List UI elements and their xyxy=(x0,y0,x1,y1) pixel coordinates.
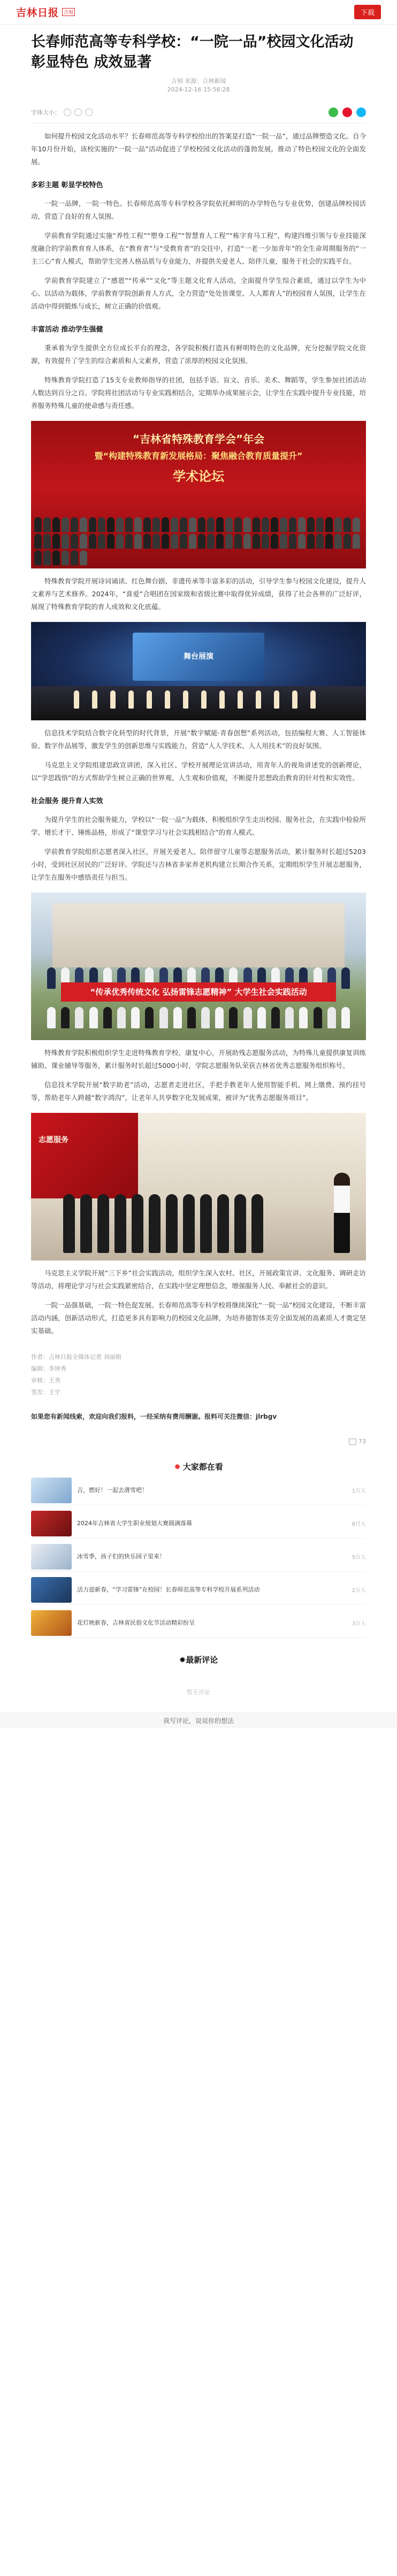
person-figure xyxy=(243,534,251,549)
dancer-figure xyxy=(147,690,152,709)
editor-info xyxy=(31,1351,366,1398)
person-figure xyxy=(149,1194,161,1253)
person-figure xyxy=(316,534,324,549)
person-figure xyxy=(162,534,169,549)
dancer-figure xyxy=(183,690,188,709)
person-figure xyxy=(341,967,350,989)
paragraph: 如何提升校园文化活动水平？长春师范高等专科学校给出的答案是打造“一院一品”，通过品牌塑造文化。自今年10月份开始，该校实施的“一院一品”活动促进了学校校园文化活动的蓬勃发展，推动了特色校园文化的全面发展。 xyxy=(31,132,366,166)
person-figure xyxy=(52,534,60,549)
volunteers xyxy=(63,1194,355,1253)
download-button[interactable]: 下载 xyxy=(354,5,381,19)
person-figure xyxy=(299,1007,308,1028)
person-figure xyxy=(343,517,351,532)
paragraph: 学前教育学院通过实施“养性工程”“塑身工程”“智慧育人工程”“栋字育马工程”，构建四维引领与专业技能深度融合的学前教育育人体系，在“教育者”与“受教育者”的交往中，打造“一老一少加青年”的全生命周期服务的“一主三心”育人模式，帮助学生完善人格品质与专业能力，并提供关爱老人、陪伴儿童，服务于社会的实践平台。 xyxy=(31,232,366,265)
person-figure xyxy=(75,1007,83,1028)
news-views: 8月人 xyxy=(352,1521,366,1527)
forum-banner-line2: 暨“构建特殊教育新发展格局：聚焦融合教育质量提升” xyxy=(94,451,303,461)
news-thumbnail xyxy=(31,1544,72,1570)
dancer-figure xyxy=(292,690,297,709)
person-figure xyxy=(334,534,342,549)
person-figure xyxy=(171,517,178,532)
article-meta xyxy=(31,77,366,94)
article-date: 2024-12-16 15:56:28 xyxy=(167,86,230,93)
person-figure xyxy=(166,1194,178,1253)
news-views: 1万人 xyxy=(352,1488,366,1494)
person-figure xyxy=(262,534,269,549)
comments-title: 最新评论 xyxy=(186,1655,218,1665)
paragraph: 信息技术学院开展“数字助老”活动，志愿者走进社区，手把手教老年人使用智能手机、网上缴费、预约挂号等，帮助老年人跨越“数字鸿沟”，让老年人共享数字化发展成果，被评为“优秀志愿服务项目”。 xyxy=(31,1081,366,1102)
person-figure xyxy=(187,1007,196,1028)
news-thumbnail xyxy=(31,1577,72,1603)
person-figure xyxy=(207,534,215,549)
person-figure xyxy=(289,517,296,532)
forum-photo xyxy=(31,421,366,568)
person-figure xyxy=(107,517,114,532)
stage-photo xyxy=(31,622,366,720)
paragraph: 马克思主义学院组建思政宣讲团，深入社区、学校开展理论宣讲活动，用青年人的视角讲述党的创新理论，以“学思践悟”的方式帮助学生树立正确的世界观、人生观和价值观，不断提升思想政治教育的针对性和实效性。 xyxy=(31,761,366,782)
person-figure xyxy=(341,1007,350,1028)
hot-news-list xyxy=(31,1475,366,1638)
person-figure xyxy=(145,1007,154,1028)
person-figure xyxy=(271,517,278,532)
font-large-icon[interactable] xyxy=(85,109,93,116)
person-figure xyxy=(61,1007,70,1028)
person-figure xyxy=(201,1007,210,1028)
person-figure xyxy=(80,534,87,549)
person-figure xyxy=(225,534,233,549)
news-title: 冰雪季，孩子们的快乐园子里来！ xyxy=(77,1552,165,1560)
paragraph: 特殊教育学院打造了15支专业教师指导的社团，包括手语、盲文、音乐、美术、舞蹈等，学生参加社团活动人数达到百分之百。学院将社团活动与专业实践相结合，定期举办成果展示会，让学生在实践中提升专业技能，培养服务特殊儿童的使命感与责任感。 xyxy=(31,376,366,410)
font-size-control[interactable] xyxy=(31,108,93,117)
paragraph: 特殊教育学院积极组织学生走进特殊教育学校、康复中心，开展助残志愿服务活动，为特殊儿童提供康复训练辅助、课业辅导等服务，累计服务时长超过5000小时，学院志愿服务队荣获吉林省优秀志愿服务组织称号。 xyxy=(31,1049,366,1070)
comment-icon: ✹ xyxy=(179,1655,186,1665)
font-small-icon[interactable] xyxy=(64,109,71,116)
person-figure xyxy=(298,517,306,532)
article-source: 吉刻 来源：吉林新闻 xyxy=(171,78,226,84)
stage-screen: 舞台展演 xyxy=(133,633,264,681)
person-figure xyxy=(216,534,224,549)
paragraph: 为提升学生的社会服务能力，学校以“一院一品”为载体，积极组织学生走出校园、服务社会，在实践中检验所学、增长才干、锤炼品格，形成了“课堂学习与社会实践相结合”的育人模式。 xyxy=(31,816,366,836)
paragraph: 学前教育学院建立了“感恩”“传承”“文化”等主题文化育人活动，全面提升学生综合素质，通过以学生为中心、以活动为载体，学前教育学院创新育人方式，全力营造“处处皆课堂、人人都育人”的校园育人氛围，让学生在活动中得到锻炼与成长，树立正确的价值观。 xyxy=(31,276,366,310)
person-figure xyxy=(52,550,60,565)
wechat-share-icon[interactable] xyxy=(329,107,338,117)
top-bar xyxy=(0,0,397,25)
person-figure xyxy=(298,534,306,549)
section-heading: 多彩主题 彰显学校特色 xyxy=(31,181,103,189)
thumbs-up-icon[interactable] xyxy=(349,1439,356,1445)
paragraph: 一院一品牌，一院一特色。长春师范高等专科学校各学院依托鲜明的办学特色与专业优势，创建品牌校园活动，营造了良好的育人氛围。 xyxy=(31,199,366,220)
editor: 编辑：李钟秀 xyxy=(31,1365,66,1372)
person-figure xyxy=(285,1007,294,1028)
comment-input-bar[interactable]: 我写评论，说说你的想法 xyxy=(0,1712,397,1728)
forum-banner-line1: “吉林省特殊教育学会”年会 xyxy=(132,433,265,445)
volunteer-group-photo xyxy=(31,893,366,1040)
person-figure xyxy=(171,534,178,549)
dancer-figure xyxy=(310,690,316,709)
person-figure xyxy=(117,1007,126,1028)
font-size-label: 字体大小： xyxy=(31,109,60,116)
person-figure xyxy=(325,517,333,532)
person-figure xyxy=(217,1194,229,1253)
person-figure xyxy=(43,534,51,549)
person-figure xyxy=(80,1194,92,1253)
person-figure xyxy=(262,517,269,532)
volunteer-photo xyxy=(31,1113,366,1260)
person-figure xyxy=(143,517,151,532)
dancer-figure xyxy=(274,690,279,709)
person-figure xyxy=(243,517,251,532)
person-figure xyxy=(62,517,69,532)
list-item[interactable] xyxy=(31,1475,366,1505)
person-figure xyxy=(116,517,124,532)
person-figure xyxy=(98,517,105,532)
person-figure xyxy=(353,517,360,532)
person-figure xyxy=(198,517,205,532)
paragraph: 学前教育学院组织志愿者深入社区，开展关爱老人、陪伴留守儿童等志愿服务活动，累计服务时长超过5203小时，受到社区居民的广泛好评。学院还与吉林省多家养老机构建立长期合作关系，定期组织学生开展志愿服务，让学生在服务中感悟责任与担当。 xyxy=(31,848,366,881)
dancer-figure xyxy=(256,690,261,709)
person-figure xyxy=(243,1007,252,1028)
person-figure xyxy=(327,1007,336,1028)
list-item[interactable] xyxy=(31,1608,366,1638)
person-figure xyxy=(189,534,196,549)
author: 作者：吉林日报全媒体记者 刘丽娟 xyxy=(31,1354,121,1360)
person-figure xyxy=(62,534,69,549)
news-title: 活力迎新春，“学习雷锋”在校园！长春师范高等专科学校开展系列活动 xyxy=(77,1586,260,1593)
person-figure xyxy=(152,517,160,532)
person-figure xyxy=(34,517,42,532)
person-figure xyxy=(125,517,133,532)
person-figure xyxy=(225,517,233,532)
person-figure xyxy=(80,517,87,532)
person-figure xyxy=(271,1007,280,1028)
paragraph: 一院一品强基础，一院一特色促发展。长春师范高等专科学校将继续深化“一院一品”校园文化建设，不断丰富活动内涵，创新活动形式，打造更多具有影响力的校园文化品牌，为培养德智体美劳全面发展的高素质人才奠定坚实基础。 xyxy=(31,1301,366,1335)
person-figure xyxy=(234,1194,246,1253)
article-toolbar xyxy=(31,106,366,119)
person-figure xyxy=(334,517,342,532)
person-figure xyxy=(131,1007,140,1028)
person-figure xyxy=(152,534,160,549)
red-wall xyxy=(31,1113,138,1198)
person-figure xyxy=(229,1007,238,1028)
person-figure xyxy=(198,534,205,549)
wall-text: 志愿服务 xyxy=(39,1136,68,1144)
logo-text: 吉林日报 xyxy=(16,7,59,19)
person-figure xyxy=(71,534,78,549)
news-thumbnail xyxy=(31,1610,72,1636)
person-figure xyxy=(89,517,96,532)
dancer-figure xyxy=(92,690,97,709)
font-medium-icon[interactable] xyxy=(74,109,82,116)
person-figure xyxy=(159,1007,168,1028)
person-figure xyxy=(80,550,87,565)
person-figure xyxy=(280,517,287,532)
news-views: 2万人 xyxy=(352,1588,366,1594)
person-figure xyxy=(234,534,242,549)
divider xyxy=(31,123,366,124)
like-count: 73 xyxy=(358,1438,366,1445)
person-figure xyxy=(43,550,51,565)
dancer-figure xyxy=(238,690,243,709)
person-figure xyxy=(107,534,114,549)
dancer-figure xyxy=(110,690,116,709)
logo[interactable] xyxy=(16,5,75,19)
report-notice: 如果您有新闻线索，欢迎向我们报料，一经采纳有费用酬谢。报料可关注微信：jlrbgv xyxy=(31,1413,277,1420)
paragraph: 马克思主义学院开展“三下乡”社会实践活动，组织学生深入农村、社区，开展政策宣讲、文化服务、调研走访等活动，将理论学习与社会实践紧密结合，在实践中坚定理想信念，增强服务人民、奉献社会的意识。 xyxy=(31,1269,366,1290)
person-figure xyxy=(47,967,56,989)
person-figure xyxy=(253,517,260,532)
person-figure xyxy=(307,534,315,549)
person-figure xyxy=(234,517,242,532)
person-figure xyxy=(34,550,42,565)
like-counter[interactable] xyxy=(31,1438,366,1445)
list-item[interactable] xyxy=(31,1575,366,1605)
group-row-front xyxy=(47,1007,350,1028)
qq-share-icon[interactable] xyxy=(356,107,366,117)
fire-icon: ✹ xyxy=(174,1462,181,1472)
person-figure xyxy=(71,550,78,565)
person-figure xyxy=(125,534,133,549)
forum-banner-line3: 学术论坛 xyxy=(173,469,224,484)
news-title: 吉，燃好！一起去滑雪吧！ xyxy=(77,1486,148,1494)
person-figure xyxy=(251,1194,263,1253)
person-figure xyxy=(63,1194,75,1253)
person-figure xyxy=(134,534,142,549)
news-views: 3万人 xyxy=(352,1621,366,1627)
person-figure xyxy=(116,534,124,549)
news-thumbnail xyxy=(31,1478,72,1503)
comments-header xyxy=(31,1654,366,1665)
person-figure xyxy=(134,517,142,532)
person-figure xyxy=(71,517,78,532)
paragraph: 信息技术学院结合数字化转型的时代背景，开展“数字赋能·青春创想”系列活动，包括编程大赛、人工智能体验、数字作品展等，激发学生的创新思维与实践能力，营造“人人学技术、人人用技术”的良好氛围。 xyxy=(31,729,366,750)
person-figure xyxy=(52,517,60,532)
person-figure xyxy=(34,534,42,549)
hot-news-title: 大家都在看 xyxy=(182,1462,223,1472)
person-figure xyxy=(316,517,324,532)
person-figure xyxy=(189,517,196,532)
person-figure xyxy=(89,1007,98,1028)
person-figure xyxy=(216,517,224,532)
logo-sub: 吉刻 xyxy=(62,8,75,16)
person-figure xyxy=(343,534,351,549)
person-figure xyxy=(98,534,105,549)
person-figure xyxy=(280,534,287,549)
person-figure xyxy=(47,1007,56,1028)
person-figure xyxy=(62,550,69,565)
person-figure xyxy=(215,1007,224,1028)
person-figure xyxy=(132,1194,143,1253)
article xyxy=(0,32,397,1728)
person-figure xyxy=(97,1194,109,1253)
activity-banner: “传承优秀传统文化 弘扬雷锋志愿精神” 大学生社会实践活动 xyxy=(61,982,336,1002)
crowd xyxy=(31,510,366,568)
person-figure xyxy=(207,517,215,532)
paragraph: 秉承着为学生提供全方位成长平台的理念，各学院积极打造具有鲜明特色的文化品牌，充分挖掘学院文化资源，有效提升了学生的综合素质和人文素养，营造了浓厚的校园文化氛围。 xyxy=(31,344,366,365)
news-title: 2024年吉林省大学生职业规划大赛圆满落幕 xyxy=(77,1519,192,1527)
person-figure xyxy=(103,1007,112,1028)
news-views: 5万人 xyxy=(352,1555,366,1560)
reviewer: 审核：王秀 xyxy=(31,1377,60,1384)
person-figure xyxy=(143,534,151,549)
dancer-figure xyxy=(74,690,79,709)
section-heading: 社会服务 提升育人实效 xyxy=(31,797,103,805)
dancer-figure xyxy=(165,690,170,709)
speaker xyxy=(334,1173,350,1253)
person-figure xyxy=(180,534,187,549)
person-figure xyxy=(114,1194,126,1253)
person-figure xyxy=(353,534,360,549)
dancer-figure xyxy=(128,690,134,709)
stage-floor xyxy=(31,686,366,720)
publisher: 签发：王宇 xyxy=(31,1389,60,1396)
person-figure xyxy=(314,1007,322,1028)
forum-banner xyxy=(63,430,334,485)
person-figure xyxy=(253,534,260,549)
person-figure xyxy=(289,534,296,549)
section-heading: 丰富活动 推动学生强健 xyxy=(31,326,103,334)
person-figure xyxy=(162,517,169,532)
comments-empty: 暂无评论 xyxy=(187,1689,210,1696)
dancer-figure xyxy=(219,690,225,709)
paragraph: 特殊教育学院开展诗词诵读、红色舞台剧、非遗传承等丰富多彩的活动，引导学生参与校园文化建设，提升人文素养与艺术修养。2024年，“喜爱”合唱团在国家级和省级比赛中取得优异成绩，获得了社会各界的广泛好评，展现了特殊教育学院的育人成效和文化底蕴。 xyxy=(31,577,366,611)
person-figure xyxy=(307,517,315,532)
person-figure xyxy=(325,534,333,549)
person-figure xyxy=(200,1194,212,1253)
person-figure xyxy=(257,1007,266,1028)
person-figure xyxy=(271,534,278,549)
person-figure xyxy=(43,517,51,532)
dancer-figure xyxy=(201,690,207,709)
share-bar xyxy=(329,107,366,117)
hot-news-header xyxy=(31,1461,366,1472)
person-figure xyxy=(180,517,187,532)
person-figure xyxy=(173,1007,182,1028)
news-title: 花灯映新春，吉林省民俗文化节活动精彩纷呈 xyxy=(77,1619,195,1626)
news-thumbnail xyxy=(31,1511,72,1536)
list-item[interactable] xyxy=(31,1509,366,1539)
person-figure xyxy=(183,1194,195,1253)
article-title: 长春师范高等专科学校：“一院一品”校园文化活动彰显特色 成效显著 xyxy=(31,34,354,71)
list-item[interactable] xyxy=(31,1542,366,1572)
person-figure xyxy=(89,534,96,549)
weibo-share-icon[interactable] xyxy=(342,107,352,117)
building xyxy=(52,903,345,967)
